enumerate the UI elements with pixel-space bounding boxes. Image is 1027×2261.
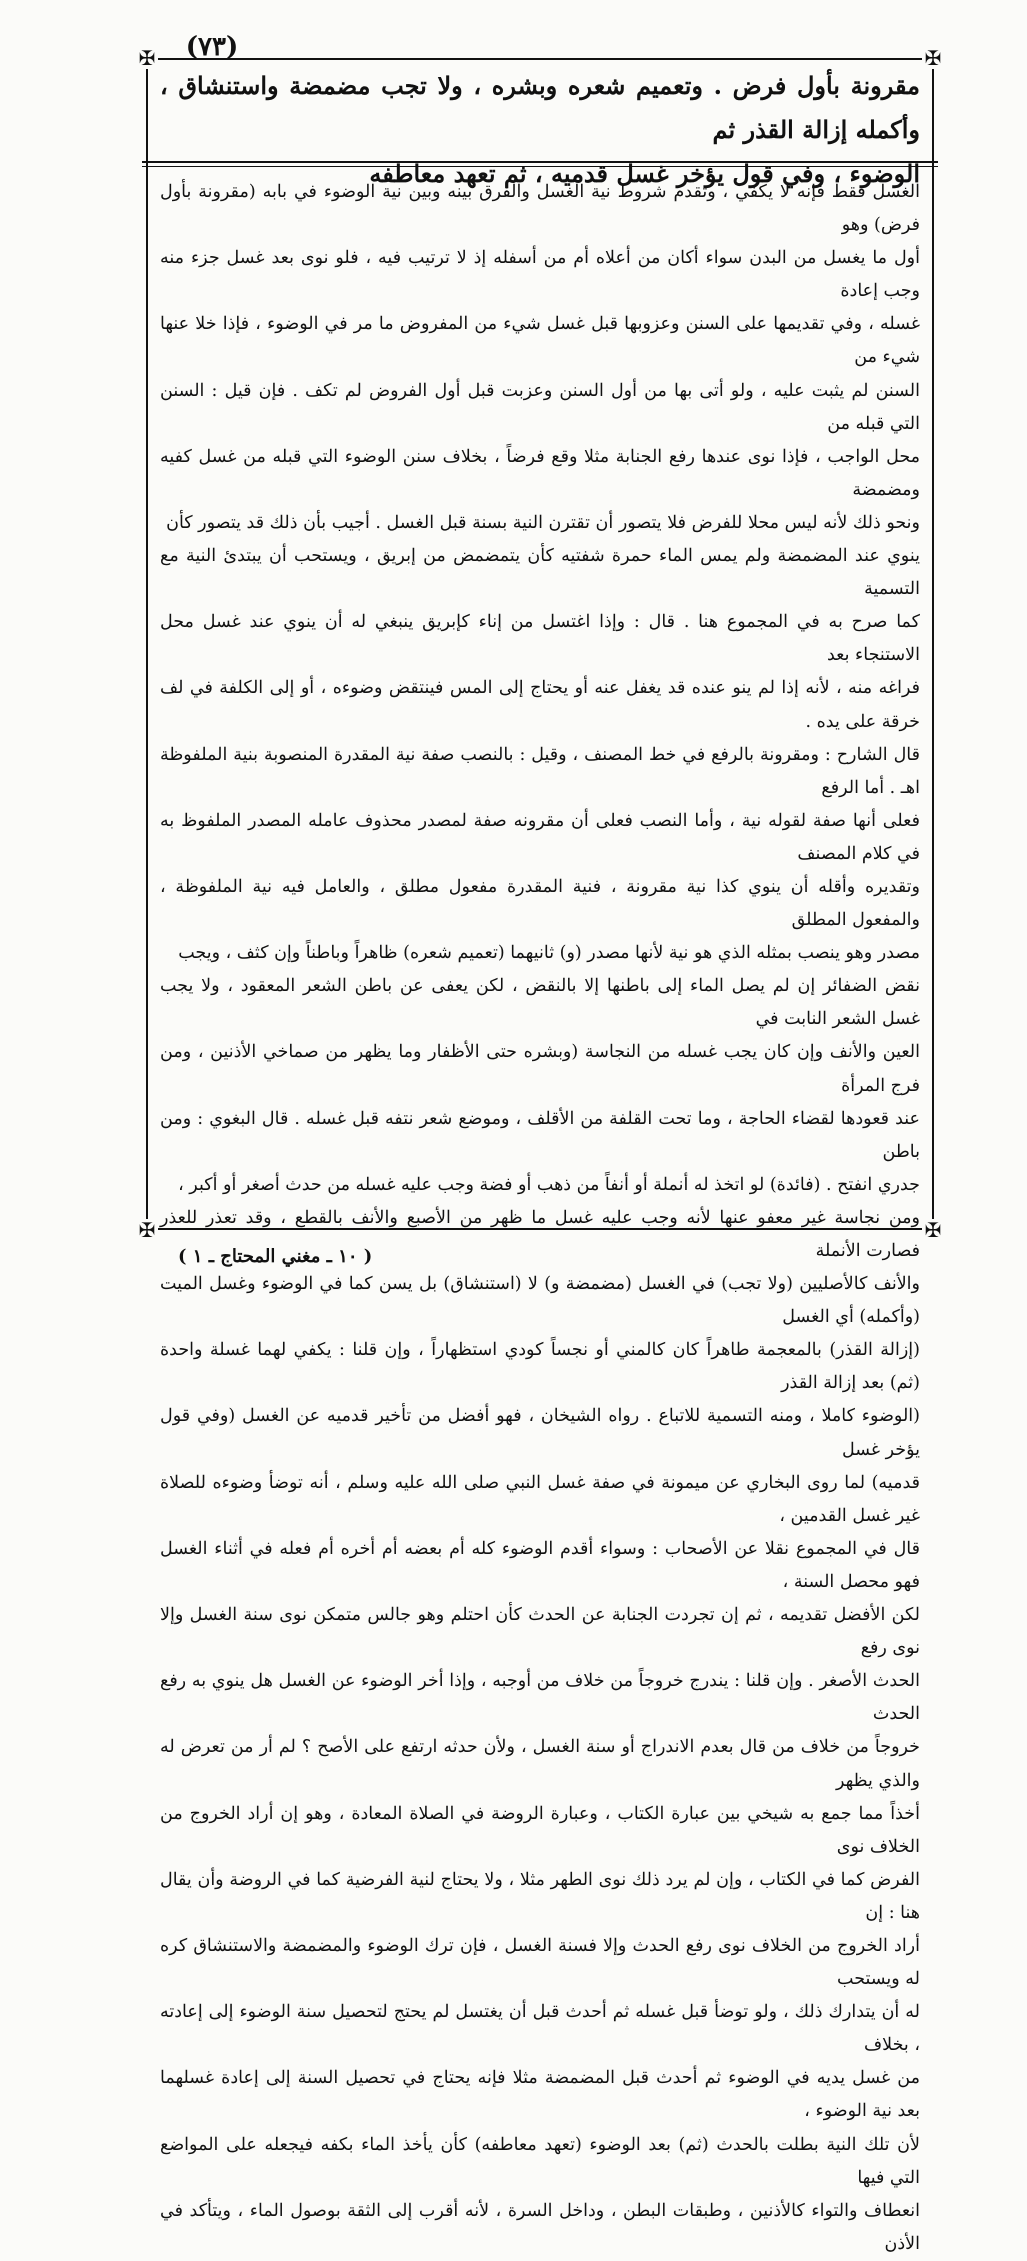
- sharh-line: جدري انفتح . (فائدة) لو اتخذ له أنملة أو أنفاً من ذهب أو فضة وجب عليه غسله من حدث أصغر أو أكبر ،: [178, 1174, 920, 1195]
- sharh-line: (إزالة القذر) بالمعجمة طاهراً كان كالمني أو نجساً كودي استظهاراً ، وإن قلنا : يكفي لهما غسلة واحدة (ثم) بعد إزالة القذر: [160, 1340, 920, 1394]
- sharh-line: عند قعودها لقضاء الحاجة ، وما تحت القلفة من الأقلف ، وموضع شعر نتفه قبل غسله . قال البغوي : ومن باطن: [160, 1108, 920, 1162]
- sharh-line: ونحو ذلك لأنه ليس محلا للفرض فلا يتصور أن تقترن النية بسنة قبل الغسل . أجيب بأن ذلك قد يتصور كأن: [166, 512, 920, 533]
- corner-ornament-icon: ✠: [922, 1219, 944, 1241]
- sharh-line: لكن الأفضل تقديمه ، ثم إن تجردت الجنابة عن الحدث كأن احتلم وهو جالس متمكن نوى سنة الغسل وإلا نوى رفع: [160, 1605, 920, 1659]
- sharh-line: الغسل فقط فإنه لا يكفي ، وتقدم شروط نية الغسل والفرق بينه وبين نية الوضوء في بابه (مقرونة بأول فرض) وهو: [160, 182, 920, 236]
- sharh-line: كما صرح به في المجموع هنا . قال : وإذا اغتسل من إناء كإبريق ينبغي له أن ينوي عند غسل محل الاستنجاء بعد: [160, 612, 920, 666]
- sharh-line: لأن تلك النية بطلت بالحدث (ثم) بعد الوضوء (تعهد معاطفه) كأن يأخذ الماء بكفه فيجعله على المواضع التي فيها: [160, 2134, 920, 2188]
- sharh-line: الحدث الأصغر . وإن قلنا : يندرج خروجاً من خلاف من أوجبه ، وإذا أخر الوضوء عن الغسل هل ينوي به رفع الحدث: [160, 1671, 920, 1725]
- matn-line: مقرونة بأول فرض . وتعميم شعره وبشره ، ولا تجب مضمضة واستنشاق ، وأكمله إزالة القذر ثم: [160, 71, 920, 144]
- sharh-line: قدميه) لما روى البخاري عن ميمونة في صفة غسل النبي صلى الله عليه وسلم ، أنه توضأ وضوءه للصلاة غير غسل القدمين ،: [160, 1472, 920, 1526]
- sharh-line: محل الواجب ، فإذا نوى عندها رفع الجنابة مثلا وقع فرضاً ، بخلاف سنن الوضوء التي قبله من غسل كفيه ومضمضة: [160, 446, 920, 500]
- corner-ornament-icon: ✠: [922, 47, 944, 69]
- sharh-line: (الوضوء كاملا ، ومنه التسمية للاتباع . رواه الشيخان ، فهو أفضل من تأخير قدميه عن الغسل (وفي قول يؤخر غسل: [160, 1406, 920, 1460]
- sharh-line: انعطاف والتواء كالأذنين ، وطبقات البطن ، وداخل السرة ، لأنه أقرب إلى الثقة بوصول الماء ، ويتأكد في الأذن: [160, 2200, 920, 2254]
- frame-top-rule: [142, 58, 938, 60]
- signature-mark: ( ١٠ ـ مغني المحتاج ـ ١ ): [178, 1246, 373, 1267]
- matn-line: الوضوء ، وفي قول يؤخر غسل قدميه ، ثم تعهد معاطفه: [369, 159, 920, 188]
- sharh-line: خروجاً من خلاف من قال بعدم الاندراج أو سنة الغسل ، ولأن حدثه ارتفع على الأصح ؟ لم أر من تعرض له والذي يظهر: [160, 1737, 920, 1791]
- sharh-line: نقض الضفائر إن لم يصل الماء إلى باطنها إلا بالنقض ، لكن يعفى عن باطن الشعر المعقود ، ولا يجب غسل الشعر النابت في: [160, 976, 921, 1030]
- sharh-line: الفرض كما في الكتاب ، وإن لم يرد ذلك نوى الطهر مثلا ، ولا يحتاج لنية الفرضية كما في الروضة وأن يقال هنا : إن: [160, 1869, 920, 1923]
- sharh-line: ومن نجاسة غير معفو عنها لأنه وجب عليه غسل ما ظهر من الأصبع والأنف بالقطع ، وقد تعذر للعذر فصارت الأنملة: [160, 1207, 920, 1261]
- sharh-line: فراغه منه ، لأنه إذا لم ينو عنده قد يغفل عنه أو يحتاج إلى المس فينتقض وضوءه ، أو إلى الكلفة في لف خرقة على يده .: [160, 678, 920, 732]
- corner-ornament-icon: ✠: [136, 47, 158, 69]
- sharh-line: ينوي عند المضمضة ولم يمس الماء حمرة شفتيه كأن يتمضمض من إبريق ، ويستحب أن يبتدئ النية مع التسمية: [160, 546, 920, 600]
- sharh-line: السنن لم يثبت عليه ، ولو أتى بها من أول السنن وعزبت قبل أول الفروض لم تكف . فإن قيل : السنن التي قبله من: [160, 380, 920, 434]
- sharh-line: مصدر وهو ينصب بمثله الذي هو نية لأنها مصدر (و) ثانيهما (تعميم شعره) ظاهراً وباطناً وإن كثف ، ويجب: [178, 943, 920, 964]
- matn-text: [160, 64, 920, 188]
- sharh-line: أخذاً مما جمع به شيخي بين عبارة الكتاب ، وعبارة الروضة في الصلاة المعادة ، وهو إن أراد الخروج من الخلاف نوى: [160, 1803, 920, 1857]
- sharh-line: والأنف كالأصليين (ولا تجب) في الغسل (مضمضة و) لا (استنشاق) بل يسن كما في الوضوء وغسل الميت (وأكمله) أي الغسل: [160, 1274, 920, 1328]
- page-number: (٧٣): [185, 32, 239, 62]
- sharh-line: له أن يتدارك ذلك ، ولو توضأ قبل غسله ثم أحدث قبل أن يغتسل لم يحتج لتحصيل سنة الوضوء إلى إعادته ، بخلاف: [160, 2002, 920, 2056]
- sharh-line: العين والأنف وإن كان يجب غسله من النجاسة (وبشره حتى الأظفار وما يظهر من صماخي الأذنين ، ومن فرج المرأة: [160, 1042, 920, 1096]
- sharh-line: من غسل يديه في الوضوء ثم أحدث قبل المضمضة مثلا فإنه يحتاج في تحصيل السنة إلى إعادة غسلهما بعد نية الوضوء ،: [160, 2068, 920, 2122]
- sharh-line: أول ما يغسل من البدن سواء أكان من أعلاه أم من أسفله إذ لا ترتيب فيه ، فلو نوى بعد غسل جزء منه وجب إعادة: [160, 248, 920, 302]
- sharh-line: قال الشارح : ومقرونة بالرفع في خط المصنف ، وقيل : بالنصب صفة نية المقدرة المنصوبة بنية الملفوظة اهـ . أما الرفع: [160, 744, 920, 798]
- sharh-line: غسله ، وفي تقديمها على السنن وعزوبها قبل غسل شيء من المفروض ما مر في الوضوء ، فإذا خلا عنها شيء من: [160, 314, 920, 368]
- sharh-line: فعلى أنها صفة لقوله نية ، وأما النصب فعلى أن مقرونه صفة لمصدر محذوف عامله المصدر الملفوظ به في كلام المصنف: [160, 810, 920, 864]
- corner-ornament-icon: ✠: [136, 1219, 158, 1241]
- sharh-line: قال في المجموع نقلا عن الأصحاب : وسواء أقدم الوضوء كله أم بعضه أم أخره أم فعله في أثناء الغسل فهو محصل السنة ،: [160, 1538, 920, 1592]
- sharh-line: وتقديره وأقله أن ينوي كذا نية مقرونة ، فنية المقدرة مفعول مطلق ، والعامل فيه نية الملفوظة ، والمفعول المطلق: [160, 876, 920, 931]
- sharh-line: أراد الخروج من الخلاف نوى رفع الحدث وإلا فسنة الغسل ، فإن ترك الوضوء والمضمضة والاستنشاق كره له ويستحب: [160, 1935, 920, 1990]
